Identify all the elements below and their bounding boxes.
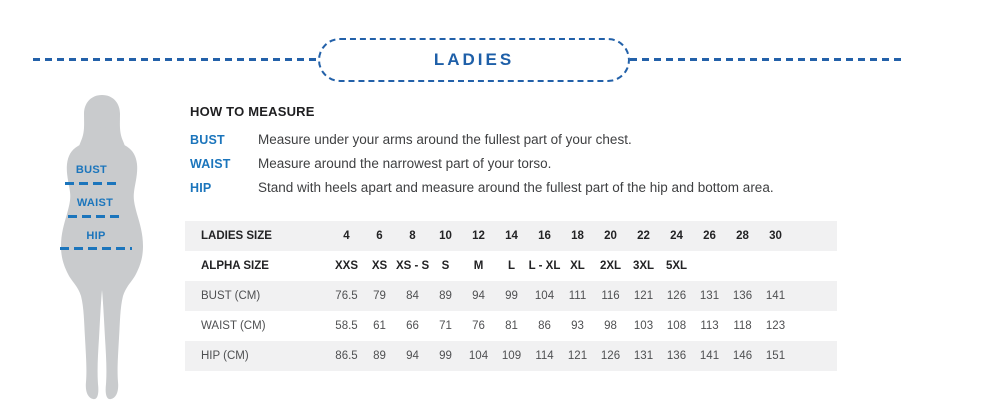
row-label: LADIES SIZE [201, 230, 272, 242]
measure-row-waist [190, 152, 880, 176]
size-cell: XL [570, 260, 585, 272]
measure-description: Stand with heels apart and measure around the fullest part of the hip and bottom area. [258, 180, 774, 195]
figure-bust-line [65, 182, 118, 185]
spacer-cell [792, 281, 837, 311]
size-cell: 58.5 [335, 320, 358, 332]
table-row [185, 281, 837, 311]
size-cell: 131 [699, 290, 720, 302]
size-cell: 66 [406, 320, 419, 332]
row-label: HIP (CM) [201, 350, 249, 362]
spacer-cell [792, 311, 837, 341]
section-header-pill [318, 38, 630, 82]
size-cell: 98 [604, 320, 617, 332]
figure-bust-label: BUST [75, 164, 108, 176]
size-cell [726, 251, 759, 281]
size-cell: 126 [666, 290, 687, 302]
measure-description: Measure around the narrowest part of your torso. [258, 156, 552, 171]
size-cell: 118 [733, 320, 752, 332]
size-cell: 116 [601, 290, 620, 302]
size-cell: 93 [571, 320, 584, 332]
measure-term: BUST [190, 133, 225, 147]
table-row [185, 251, 837, 281]
measure-row-bust [190, 128, 880, 152]
size-cell [693, 251, 726, 281]
size-cell: 79 [373, 290, 386, 302]
size-cell: 4 [343, 230, 350, 242]
figure-hip-line [60, 247, 132, 250]
size-cell: 104 [534, 290, 555, 302]
measurement-figure [52, 93, 152, 405]
how-to-measure-title: HOW TO MEASURE [190, 104, 315, 119]
size-cell: 30 [769, 230, 782, 242]
size-cell: 8 [409, 230, 416, 242]
size-cell: 86 [538, 320, 551, 332]
size-cell: 84 [406, 290, 419, 302]
size-table-body [185, 221, 837, 371]
measure-row-hip [190, 176, 880, 200]
size-cell: 14 [505, 230, 518, 242]
size-table [185, 221, 837, 371]
size-cell: XS - S [396, 260, 429, 272]
size-cell: 136 [666, 350, 687, 362]
size-cell [759, 251, 792, 281]
how-to-measure-section [190, 104, 880, 200]
size-cell: 136 [732, 290, 753, 302]
figure-hip-label: HIP [86, 230, 106, 242]
measure-term: WAIST [190, 157, 231, 171]
table-row [185, 221, 837, 251]
spacer-cell [792, 341, 837, 371]
size-cell: 99 [505, 290, 518, 302]
spacer-cell [792, 251, 837, 281]
size-cell: XS [371, 260, 388, 272]
size-cell: 86.5 [335, 350, 358, 362]
size-cell: 141 [765, 290, 786, 302]
size-cell: 114 [535, 350, 554, 362]
spacer-cell [792, 221, 837, 251]
measure-term: HIP [190, 181, 212, 195]
size-cell: L - XL [528, 260, 561, 272]
row-label: ALPHA SIZE [201, 260, 269, 272]
size-cell: 89 [373, 350, 386, 362]
size-cell: L [507, 260, 516, 272]
size-cell: 121 [567, 350, 588, 362]
size-cell: 121 [633, 290, 654, 302]
section-title: LADIES [433, 50, 515, 69]
table-row [185, 311, 837, 341]
size-cell: 141 [699, 350, 720, 362]
size-cell: 89 [439, 290, 452, 302]
row-label: WAIST (CM) [201, 320, 266, 332]
size-cell: 104 [468, 350, 489, 362]
size-cell: XXS [334, 260, 358, 272]
size-cell: 26 [703, 230, 716, 242]
size-cell: 2XL [599, 260, 622, 272]
size-cell: 111 [568, 290, 587, 302]
size-cell: 113 [700, 320, 719, 332]
size-cell: 151 [765, 350, 786, 362]
size-cell: 103 [633, 320, 654, 332]
size-cell: 99 [439, 350, 452, 362]
header-dashed-line-left [33, 58, 318, 61]
size-cell: 6 [376, 230, 383, 242]
size-cell: 131 [633, 350, 654, 362]
size-cell: 123 [765, 320, 786, 332]
size-cell: 3XL [632, 260, 655, 272]
size-cell: 76.5 [335, 290, 358, 302]
size-cell: 18 [571, 230, 584, 242]
size-cell: 5XL [665, 260, 688, 272]
row-label: BUST (CM) [201, 290, 261, 302]
size-cell: 22 [637, 230, 650, 242]
size-cell: 94 [406, 350, 419, 362]
size-cell: 71 [439, 320, 452, 332]
size-cell: 61 [373, 320, 386, 332]
size-cell: 94 [472, 290, 485, 302]
size-cell: 28 [736, 230, 749, 242]
header-dashed-line-right [630, 58, 905, 61]
size-cell: M [473, 260, 484, 272]
size-cell: 109 [501, 350, 522, 362]
size-cell: 76 [472, 320, 485, 332]
size-cell: S [441, 260, 450, 272]
table-row [185, 341, 837, 371]
figure-waist-label: WAIST [76, 197, 114, 209]
size-cell: 16 [538, 230, 551, 242]
size-cell: 12 [472, 230, 485, 242]
size-cell: 10 [439, 230, 452, 242]
size-cell: 81 [505, 320, 518, 332]
measure-description: Measure under your arms around the fullest part of your chest. [258, 132, 632, 147]
size-cell: 108 [666, 320, 687, 332]
size-cell: 126 [600, 350, 621, 362]
size-cell: 20 [604, 230, 617, 242]
size-cell: 24 [670, 230, 683, 242]
figure-waist-line [68, 215, 122, 218]
size-cell: 146 [732, 350, 753, 362]
